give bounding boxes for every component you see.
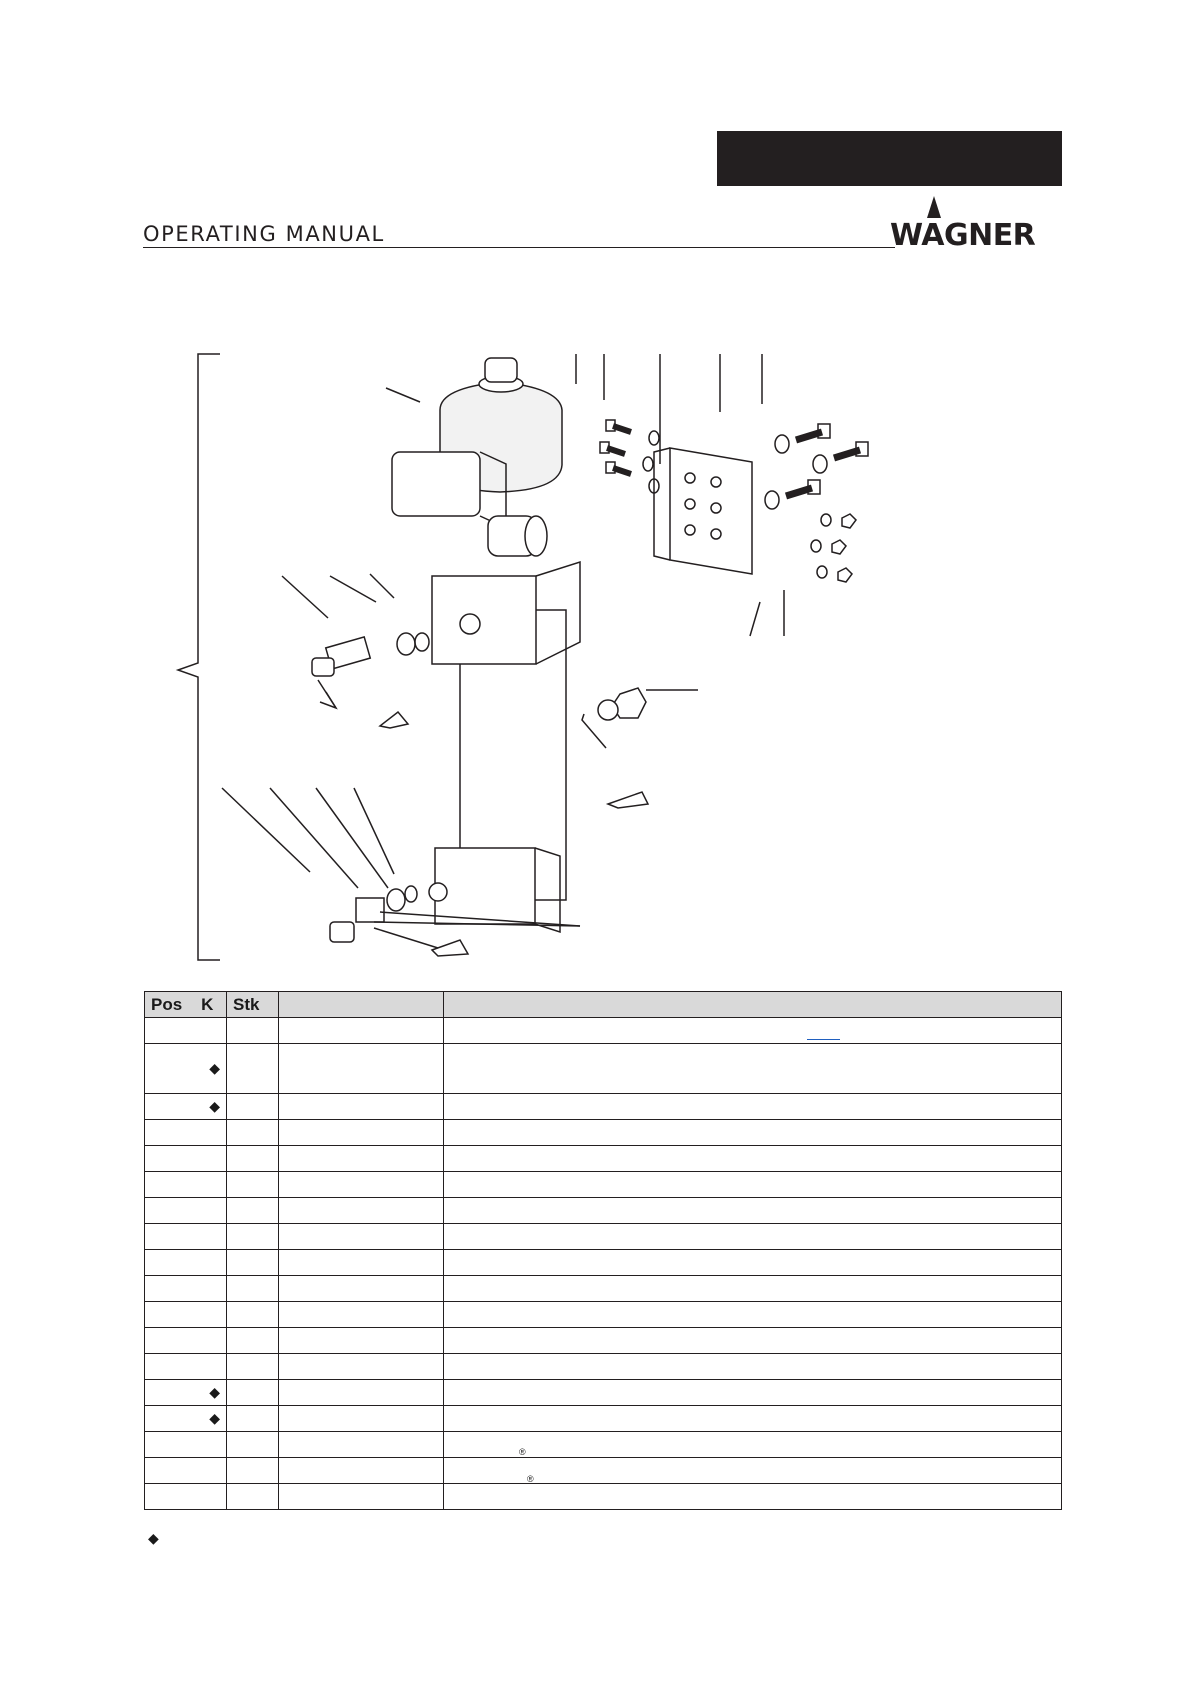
col-header-stk: Stk — [227, 992, 279, 1018]
cell-stk — [227, 1406, 279, 1432]
cell-k: ◆ — [145, 1380, 227, 1406]
cell-order-no — [279, 1094, 444, 1120]
cell-description — [444, 1380, 1062, 1406]
table-header-row — [145, 992, 1062, 1018]
cell-description — [444, 1172, 1062, 1198]
cell-order-no — [279, 1328, 444, 1354]
table-row — [145, 1198, 1062, 1224]
cell-order-no — [279, 1224, 444, 1250]
cell-description — [444, 1146, 1062, 1172]
cell-k — [145, 1458, 227, 1484]
cell-order-no — [279, 1432, 444, 1458]
table-row — [145, 1224, 1062, 1250]
cell-order-no — [279, 1146, 444, 1172]
table-row — [145, 1250, 1062, 1276]
cell-k — [145, 1172, 227, 1198]
cell-order-no — [279, 1458, 444, 1484]
cell-stk — [227, 1432, 279, 1458]
cell-description — [444, 1484, 1062, 1510]
cell-k: ◆ — [145, 1094, 227, 1120]
cell-order-no — [279, 1198, 444, 1224]
cell-order-no — [279, 1406, 444, 1432]
cell-stk — [227, 1354, 279, 1380]
col-header-k: K — [201, 994, 214, 1014]
table-row — [145, 1458, 1062, 1484]
cell-stk — [227, 1484, 279, 1510]
table-row — [145, 1354, 1062, 1380]
cell-order-no — [279, 1380, 444, 1406]
table-row — [145, 1432, 1062, 1458]
cell-stk — [227, 1172, 279, 1198]
exploded-parts-diagram — [170, 340, 930, 980]
cell-stk — [227, 1018, 279, 1044]
table-row — [145, 1018, 1062, 1044]
wagner-logo — [890, 194, 1062, 253]
cell-stk — [227, 1044, 279, 1094]
footnote — [148, 1530, 159, 1547]
cell-k — [145, 1250, 227, 1276]
top-knob — [485, 358, 517, 382]
table-row — [145, 1172, 1062, 1198]
manual-title: OPERATING MANUAL — [143, 222, 385, 246]
wear-part-symbol: ◆ — [148, 1530, 159, 1546]
cell-k — [145, 1198, 227, 1224]
table-row — [145, 1120, 1062, 1146]
cell-k — [145, 1146, 227, 1172]
col-header-description — [444, 992, 1062, 1018]
table-row — [145, 1380, 1062, 1406]
cell-stk — [227, 1250, 279, 1276]
cell-order-no — [279, 1044, 444, 1094]
brand-wordmark: WAGNER — [890, 218, 1036, 253]
cell-description — [444, 1198, 1062, 1224]
cell-stk — [227, 1198, 279, 1224]
registered-mark: ® — [527, 1474, 534, 1484]
col-header-pos: Pos — [151, 994, 183, 1014]
table-row — [145, 1094, 1062, 1120]
cell-stk — [227, 1380, 279, 1406]
cell-order-no — [279, 1484, 444, 1510]
cell-order-no — [279, 1172, 444, 1198]
cell-k: ◆ — [145, 1406, 227, 1432]
cell-description — [444, 1406, 1062, 1432]
table-row — [145, 1484, 1062, 1510]
cell-k: ◆ — [145, 1044, 227, 1094]
cell-stk — [227, 1094, 279, 1120]
mounting-plate — [670, 448, 752, 574]
upper-block — [432, 576, 536, 664]
cell-description — [444, 1018, 1062, 1044]
cell-order-no — [279, 1302, 444, 1328]
cell-order-no — [279, 1354, 444, 1380]
cell-stk — [227, 1146, 279, 1172]
cell-stk — [227, 1120, 279, 1146]
cell-stk — [227, 1458, 279, 1484]
cell-k — [145, 1354, 227, 1380]
cell-description — [444, 1120, 1062, 1146]
cell-k — [145, 1484, 227, 1510]
cell-k — [145, 1120, 227, 1146]
cell-stk — [227, 1328, 279, 1354]
cell-k — [145, 1224, 227, 1250]
cell-description — [444, 1044, 1062, 1094]
cell-stk — [227, 1224, 279, 1250]
parts-table — [144, 991, 1062, 1510]
cell-description — [444, 1432, 1062, 1458]
cell-k — [145, 1328, 227, 1354]
table-row — [145, 1146, 1062, 1172]
table-row — [145, 1044, 1062, 1094]
cell-k — [145, 1432, 227, 1458]
table-row — [145, 1302, 1062, 1328]
cell-description — [444, 1094, 1062, 1120]
col-header-order-no — [279, 992, 444, 1018]
cell-description — [444, 1276, 1062, 1302]
registered-mark: ® — [519, 1447, 526, 1457]
cell-stk — [227, 1276, 279, 1302]
connector-box — [392, 452, 480, 516]
header-band — [717, 131, 1062, 186]
assembly-bracket — [178, 354, 220, 960]
table-row — [145, 1328, 1062, 1354]
cell-description — [444, 1302, 1062, 1328]
cell-description — [444, 1328, 1062, 1354]
col-header-pos-k — [145, 992, 227, 1018]
cell-stk — [227, 1302, 279, 1328]
table-row — [145, 1276, 1062, 1302]
cell-description — [444, 1224, 1062, 1250]
cell-k — [145, 1276, 227, 1302]
cell-k — [145, 1018, 227, 1044]
cell-order-no — [279, 1120, 444, 1146]
cell-description — [444, 1458, 1062, 1484]
lower-block — [435, 848, 535, 924]
cell-order-no — [279, 1018, 444, 1044]
cell-k — [145, 1302, 227, 1328]
cell-order-no — [279, 1250, 444, 1276]
table-row — [145, 1406, 1062, 1432]
cell-order-no — [279, 1276, 444, 1302]
header-rule — [143, 247, 895, 248]
cell-description — [444, 1250, 1062, 1276]
cell-description — [444, 1354, 1062, 1380]
